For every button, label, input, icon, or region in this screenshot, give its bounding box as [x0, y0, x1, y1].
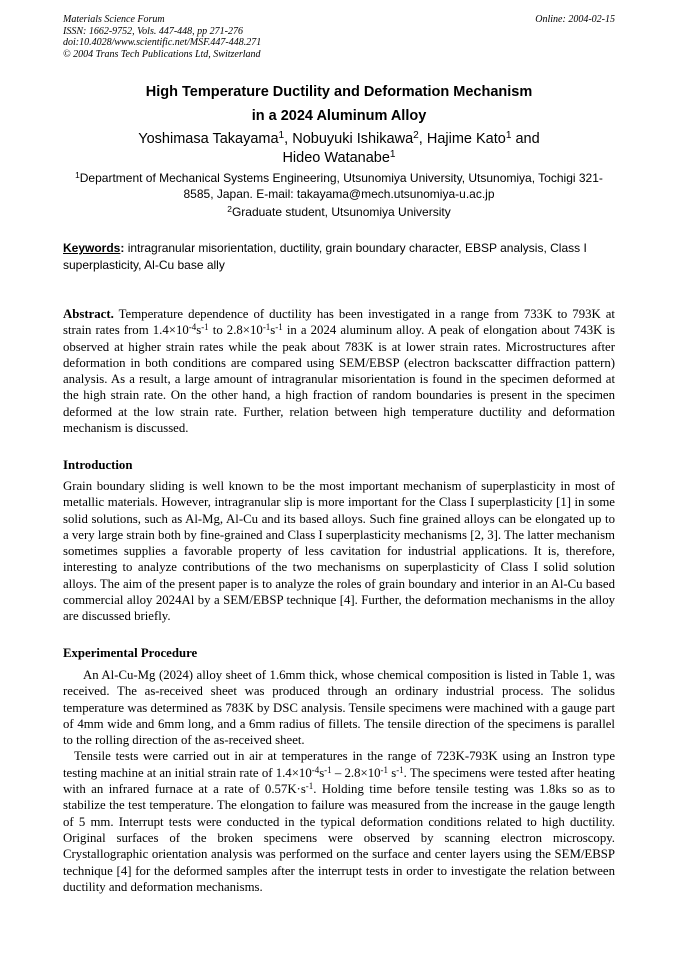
author-separator: ,: [284, 131, 293, 147]
exponent: -4: [311, 764, 320, 775]
exponent: -1: [201, 322, 209, 333]
paper-title: [63, 80, 615, 128]
section-heading-introduction: Introduction: [63, 458, 133, 472]
author-name: Nobuyuki Ishikawa: [292, 131, 414, 147]
paragraph: [63, 748, 615, 895]
title-line-1: High Temperature Ductility and Deformation Mechanism: [145, 84, 533, 100]
paragraph-text: s: [387, 765, 397, 780]
issn-line: ISSN: 1662-9752, Vols. 447-448, pp 271-276: [63, 25, 243, 37]
paragraph: An Al-Cu-Mg (2024) alloy sheet of 1.6mm thick, whose chemical composition is listed in Table 1, was received. The as-received sheet was produced through an ordinary industrial process. The solidus temperature was determined as 783K by DSC analysis. Tensile specimens were machined with a gauge part of 4mm wide and 6mm long, and a 6mm radius of fillets. The tensile direction of the specimens is parallel to the rolling direction of the as-received sheet.: [63, 668, 615, 748]
exponent: -1: [262, 322, 271, 333]
exponent: -1: [324, 764, 332, 775]
exponent: -4: [188, 322, 197, 333]
author-name: Yoshimasa Takayama: [138, 131, 279, 147]
affiliation-marker: 1: [278, 130, 285, 142]
section-heading-experimental: Experimental Procedure: [63, 646, 198, 660]
affiliation-2: [63, 204, 615, 220]
paragraph-text: Tensile tests were carried out in air at temperatures in the range of 723K-793K using an Instron type testing machine at an initial strain rate of 1.4×10: [63, 749, 615, 780]
author-name: Hajime Kato: [426, 131, 506, 147]
author-separator: ,: [418, 131, 427, 147]
abstract-label: Abstract.: [63, 307, 114, 321]
affiliation-marker: 1: [75, 170, 80, 181]
affiliation-marker: 1: [389, 149, 396, 161]
copyright-line: © 2004 Trans Tech Publications Ltd, Switzerland: [63, 48, 261, 60]
paragraph-text: – 2.8×10: [331, 765, 381, 780]
affiliation-marker: 2: [227, 204, 232, 215]
exponent: -1: [380, 764, 388, 775]
experimental-section: [63, 667, 615, 895]
author-separator: and: [511, 131, 540, 147]
keywords-text: intragranular misorientation, ductility, grain boundary character, EBSP analysis, Class I superplasticity, Al-Cu base ally: [63, 241, 587, 272]
keywords-label: Keywords: [63, 241, 121, 255]
journal-header: [63, 14, 615, 60]
keywords: [63, 240, 615, 273]
abstract: [63, 306, 615, 436]
doi-line: doi:10.4028/www.scientific.net/MSF.447-448.271: [63, 37, 262, 48]
affiliation-marker: 1: [505, 130, 512, 142]
journal-name: Materials Science Forum: [63, 14, 165, 25]
abstract-text: Temperature dependence of ductility has been investigated in a range from 733K to 793K at strain rates from 1.4×10: [63, 307, 615, 338]
exponent: -1: [305, 781, 314, 792]
affiliation-1: [63, 170, 615, 202]
paragraph-text: . The specimens were tested after heating with an infrared furnace at a rate of 0.57K·s: [63, 765, 615, 797]
paragraph-text: . Holding time before tensile testing was 1.8ks so as to stabilize the test temperature. The elongation to failure was measured from the increase in the gauge length of 5 mm. Interrupt tests were conducted in the typical deformation conditions related to high ductility. Original surfaces of the broken specimens were observed by scanning electron microscopy. Crystallographic orientation analysis was performed on the surface and center layers using the SEM/EBSP technique [4] for the deformed samples after the interrupt tests in order to investigate the relation between ductility and deformation mechanisms.: [63, 782, 615, 894]
author-name: Hideo Watanabe: [282, 150, 390, 166]
online-date: Online: 2004-02-15: [535, 14, 615, 25]
affiliation-marker: 2: [413, 130, 419, 142]
keywords-colon: :: [120, 241, 125, 255]
exponent: -1: [275, 322, 283, 333]
paragraph-text: s: [319, 765, 325, 780]
exponent: -1: [396, 764, 404, 775]
title-line-2: in a 2024 Aluminum Alloy: [251, 108, 427, 124]
affiliation-text: Graduate student, Utsunomiya University: [231, 205, 451, 219]
abstract-text: in a 2024 aluminum alloy. A peak of elongation about 743K is observed at higher strain rates while the peak about 783K is at lower strain rates. Microstructures after deformation in both conditions are compared using SEM/EBSP (electron backscatter diffraction pattern) analysis. As a result, a large amount of intragranular misorientation is found in the specimen deformed at the high strain rate. On the other hand, a high fraction of random boundaries is present in the specimen deformed at the low strain rate. Further, relation between high temperature ductility and deformation mechanism is discussed.: [63, 323, 615, 436]
affiliation-text: Department of Mechanical Systems Engineering, Utsunomiya University, Utsunomiya, Tochigi 321-8585, Japan. E-mail: takayama@mech.utsunomiya-u.ac.jp: [79, 171, 603, 201]
abstract-text: to 2.8×10: [208, 323, 263, 338]
abstract-text: s: [270, 323, 276, 338]
abstract-text: s: [196, 323, 202, 338]
introduction-text: Grain boundary sliding is well known to be the most important mechanism of superplasticity in most of metallic materials. However, intragranular slip is more important for the Class I superplasticity [1] in some solid solutions, such as Al-Mg, Al-Cu and its based alloys. Such fine grained alloys can be elongated up to a very large strain both by fine-grained and Class I superplasticity mechanisms [2, 3]. The latter mechanism sometimes supplies a favorable property of less cavitation for industrial applications. It is, therefore, interesting to analyze contributions of the two mechanisms on superplasticity of Class I solid solution alloys. The aim of the present paper is to analyze the roles of grain boundary and interior in an Al-Cu based commercial alloy 2024Al by a SEM/EBSP technique [4]. Further, the deformation mechanisms in the alloy are discussed briefly.: [63, 479, 615, 624]
author-list: [63, 130, 615, 168]
